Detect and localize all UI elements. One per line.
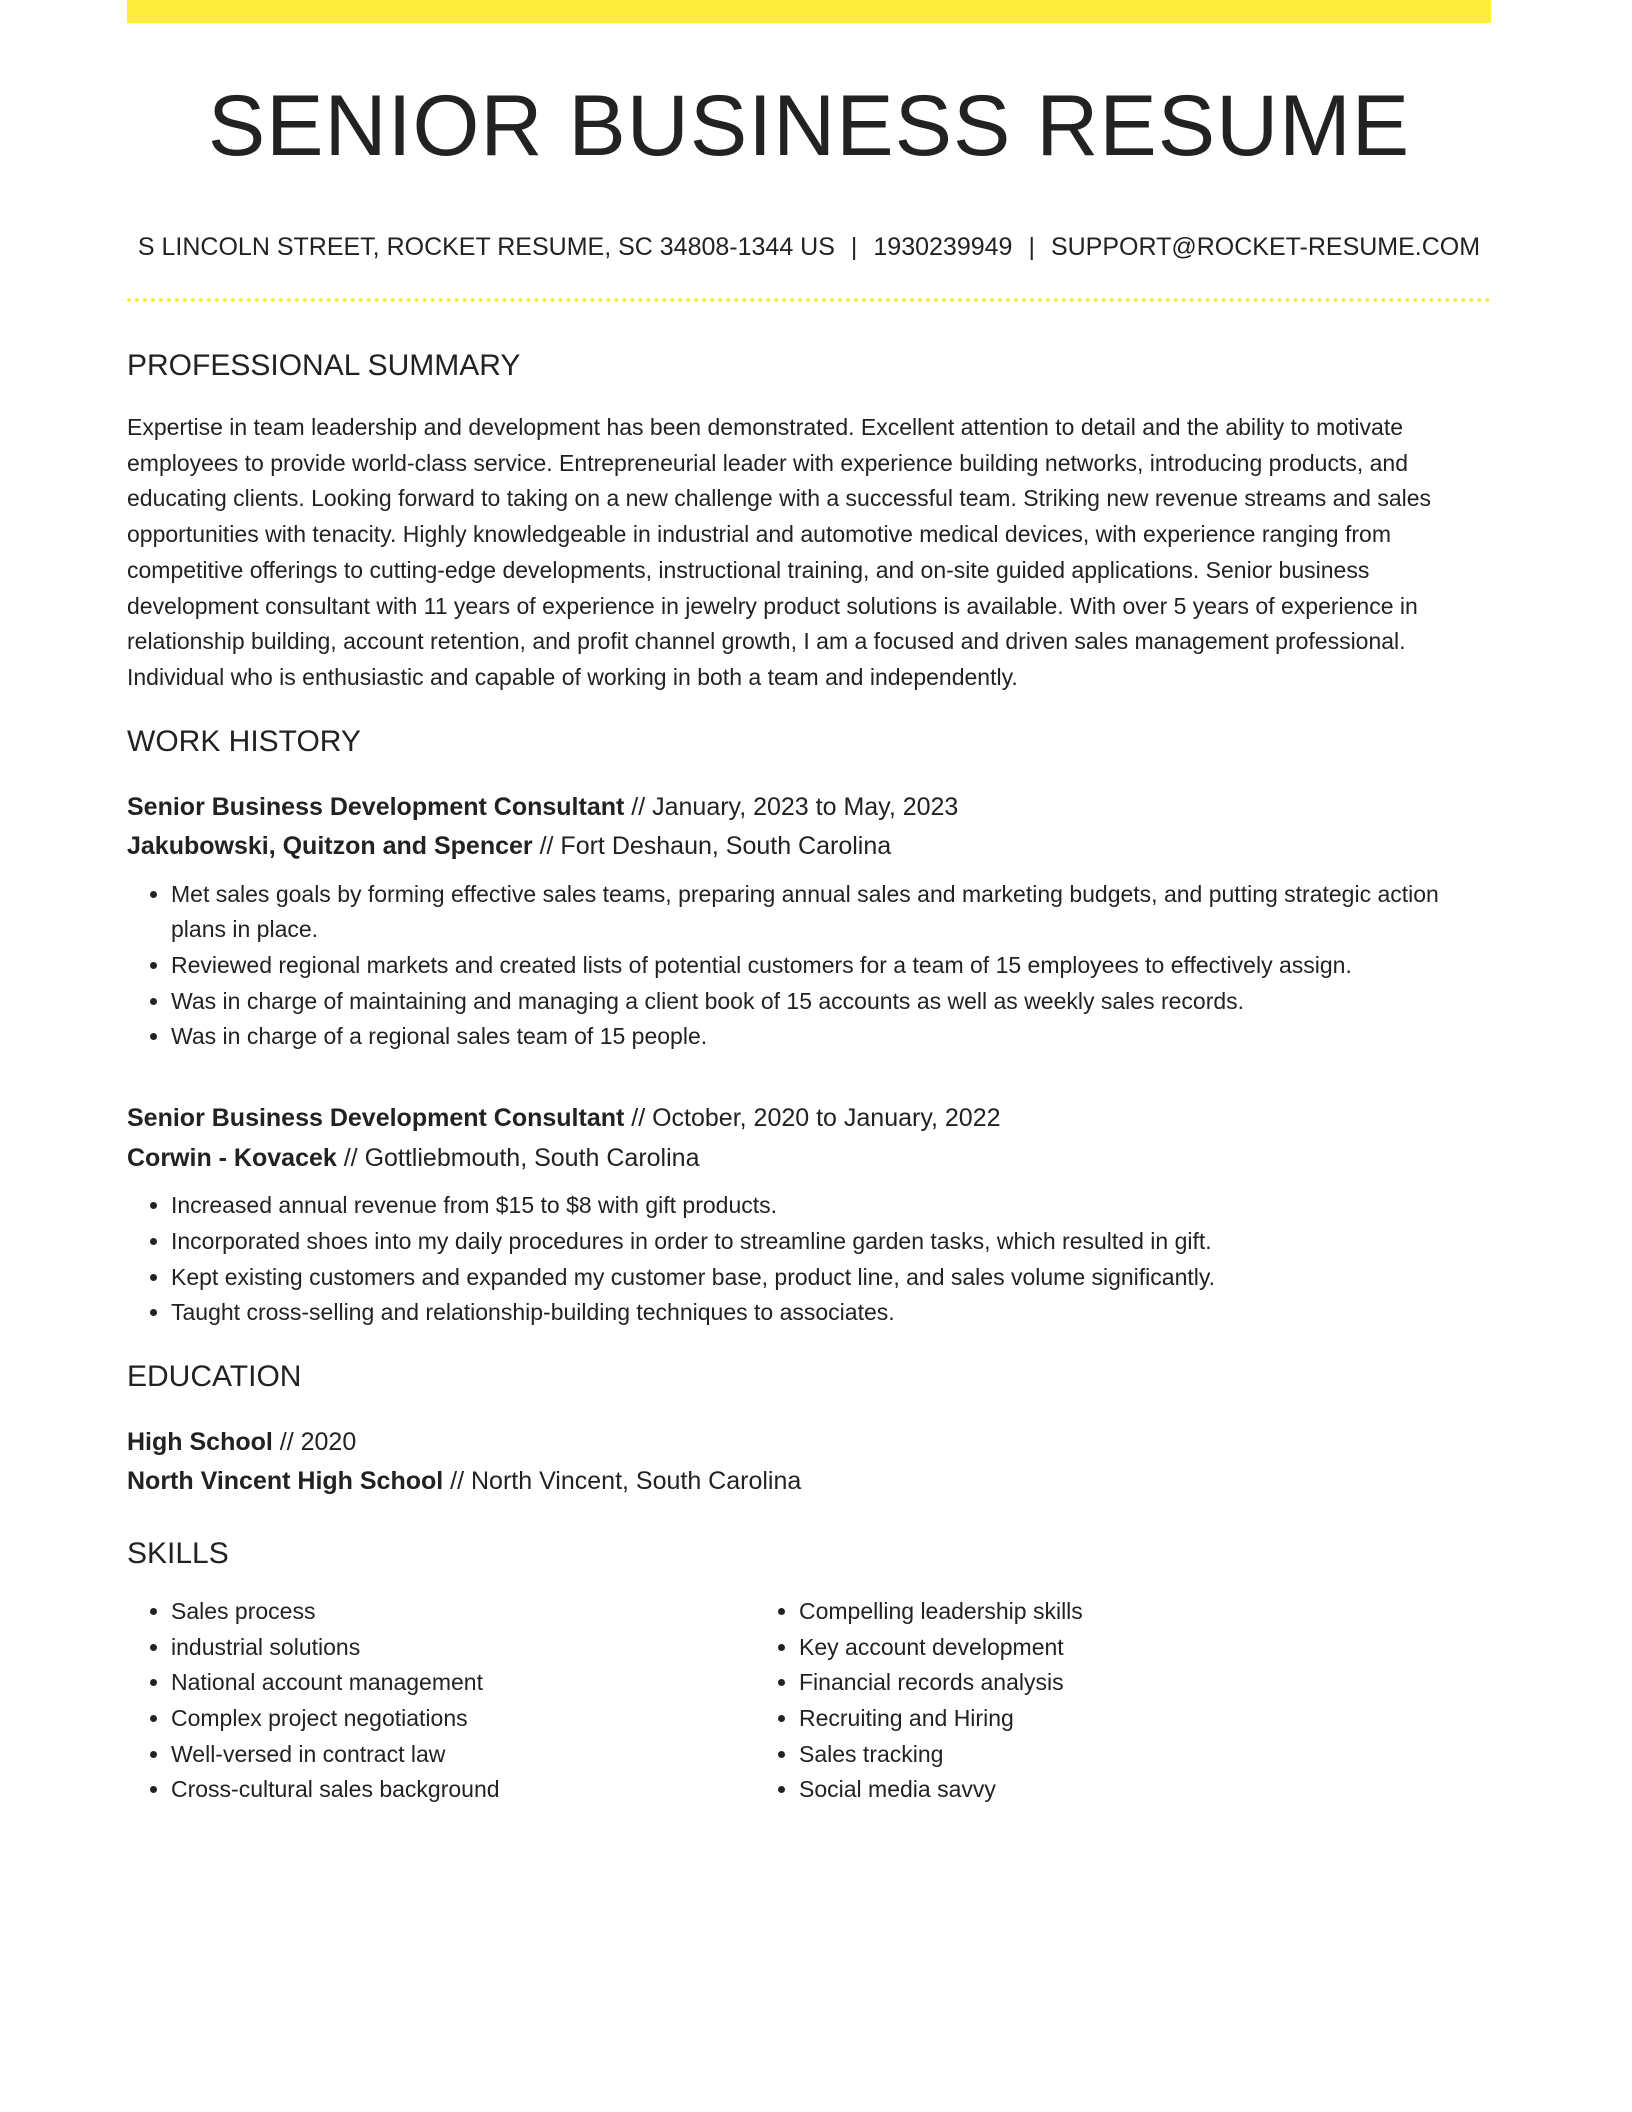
contact-email: SUPPORT@ROCKET-RESUME.COM — [1050, 233, 1481, 261]
education-location: // North Vincent, South Carolina — [443, 1467, 802, 1496]
contact-phone: 1930239949 — [873, 233, 1013, 261]
job-role-line — [127, 788, 1491, 828]
job-role: Senior Business Development Consultant — [127, 1104, 625, 1133]
skill-item: • Cross-cultural sales background — [171, 1772, 755, 1808]
section-title-education: EDUCATION — [127, 1359, 302, 1393]
job-bullets — [127, 1188, 1491, 1331]
resume-page — [127, 0, 1491, 1808]
skills-list-right — [755, 1594, 1427, 1808]
skill-item: • Social media savvy — [799, 1772, 1427, 1808]
job-dates: // January, 2023 to May, 2023 — [624, 792, 959, 821]
header-divider — [127, 298, 1491, 302]
job-bullet: • Increased annual revenue from $15 to $8 with gift products. — [171, 1188, 1491, 1224]
education-school-line — [127, 1462, 1491, 1502]
skill-item: • Sales tracking — [799, 1737, 1427, 1773]
contact-separator: | — [1028, 233, 1035, 261]
job-entry — [127, 1099, 1491, 1331]
job-entry — [127, 788, 1491, 1056]
skill-item: • Recruiting and Hiring — [799, 1701, 1427, 1737]
job-bullet: • Taught cross-selling and relationship-building techniques to associates. — [171, 1295, 1491, 1331]
skill-item: • industrial solutions — [171, 1630, 755, 1666]
accent-top-bar — [127, 0, 1491, 23]
contact-address: S LINCOLN STREET, ROCKET RESUME, SC 34808-1344 US — [137, 233, 835, 261]
skill-item: • Financial records analysis — [799, 1665, 1427, 1701]
job-bullet: • Kept existing customers and expanded my customer base, product line, and sales volume significantly. — [171, 1260, 1491, 1296]
job-role: Senior Business Development Consultant — [127, 792, 625, 821]
skill-item: • National account management — [171, 1665, 755, 1701]
contact-separator: | — [850, 233, 858, 261]
job-dates: // October, 2020 to January, 2022 — [624, 1104, 1001, 1133]
skill-item: • Key account development — [799, 1630, 1427, 1666]
education-entry — [127, 1423, 1491, 1502]
section-title-summary: PROFESSIONAL SUMMARY — [127, 349, 521, 382]
skills-columns — [127, 1594, 1491, 1808]
contact-line — [127, 233, 1491, 262]
job-location: // Gottliebmouth, South Carolina — [336, 1143, 700, 1172]
skills-list-left — [127, 1594, 755, 1808]
skill-item: • Complex project negotiations — [171, 1701, 755, 1737]
job-bullet: • Was in charge of a regional sales team of 15 people. — [171, 1019, 1491, 1055]
skill-item: • Sales process — [171, 1594, 755, 1630]
job-location: // Fort Deshaun, South Carolina — [532, 832, 892, 861]
job-company: Jakubowski, Quitzon and Spencer — [127, 832, 533, 861]
summary-text: Expertise in team leadership and development has been demonstrated. Excellent attention to detail and the ability to motivate employees to provide world-class service. Entrepreneurial leader with experience building networks, introducing products, and educating clients. Looking forward to taking on a new challenge with a successful team. Striking new revenue streams and sales opportunities with tenacity. Highly knowledgeable in industrial and automotive medical devices, with experience ranging from competitive offerings to cutting-edge developments, instructional training, and on-site guided applications. Senior business development consultant with 11 years of experience in jewelry product solutions is available. With over 5 years of experience in relationship building, account retention, and profit channel growth, I am a focused and driven sales management professional. Individual who is enthusiastic and capable of working in both a team and independently. — [127, 414, 1432, 690]
education-degree: High School — [127, 1427, 273, 1456]
job-company-line — [127, 1139, 1491, 1179]
section-title-work-history: WORK HISTORY — [127, 724, 361, 758]
job-company-line — [127, 827, 1491, 867]
skill-item: • Well-versed in contract law — [171, 1737, 755, 1773]
resume-title: SENIOR BUSINESS RESUME — [207, 78, 1411, 174]
job-bullet: • Reviewed regional markets and created lists of potential customers for a team of 15 employees to effectively assign. — [171, 948, 1491, 984]
skill-item: • Compelling leadership skills — [799, 1594, 1427, 1630]
education-year: // 2020 — [272, 1427, 357, 1456]
education-degree-line — [127, 1423, 1491, 1463]
section-title-skills: SKILLS — [127, 1536, 229, 1570]
job-bullet: • Was in charge of maintaining and managing a client book of 15 accounts as well as weekly sales records. — [171, 984, 1491, 1020]
job-bullet: • Met sales goals by forming effective sales teams, preparing annual sales and marketing budgets, and putting strategic action plans in place. — [171, 877, 1491, 948]
job-bullet: • Incorporated shoes into my daily procedures in order to streamline garden tasks, which resulted in gift. — [171, 1224, 1491, 1260]
education-school: North Vincent High School — [127, 1467, 444, 1496]
job-role-line — [127, 1099, 1491, 1139]
job-bullets — [127, 877, 1491, 1056]
job-company: Corwin - Kovacek — [127, 1143, 337, 1172]
